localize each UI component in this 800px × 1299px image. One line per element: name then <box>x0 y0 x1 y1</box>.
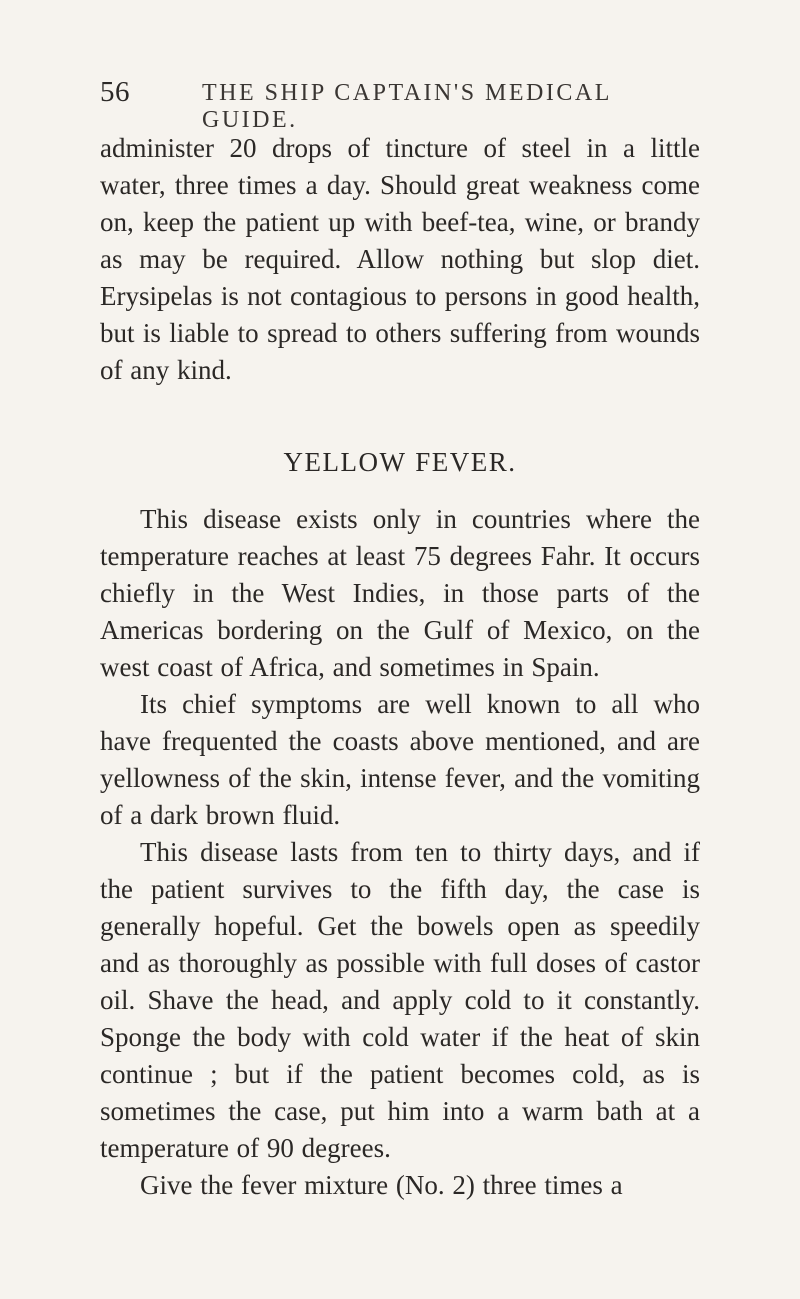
paragraph: Give the fever mixture (No. 2) three times a <box>140 1170 623 1200</box>
paragraph: Its chief symptoms are well known to all who have frequented the coasts above mentioned, and are yellowness of the skin, intense fever, and the vomiting of a dark brown fluid. <box>100 689 700 830</box>
running-head: THE SHIP CAPTAIN'S MEDICAL GUIDE. <box>202 80 611 133</box>
paragraph: This disease lasts from ten to thirty days, and if the patient survives to the fifth day, the case is generally hopeful. Get the bowels open as speedily and as thoroughly as possible with full doses of castor oil. Shave the head, and apply cold to it constantly. Sponge the body with cold water if the heat of skin continue ; but if the patient becomes cold, as is sometimes the case, put him into a warm bath at a temperature of 90 degrees. <box>100 837 700 1163</box>
page-body <box>100 130 700 1204</box>
section-heading: YELLOW FEVER. <box>283 447 517 477</box>
page-header <box>100 76 700 133</box>
paragraph: This disease exists only in countries where the temperature reaches at least 75 degrees Fahr. It occurs chiefly in the West Indies, in those parts of the Americas bordering on the Gulf of Mexico, on the west coast of Africa, and sometimes in Spain. <box>100 504 700 682</box>
page-number: 56 <box>100 76 130 108</box>
paragraph-continued: administer 20 drops of tincture of steel in a little water, three times a day. Should great weakness come on, keep the patient up with beef-tea, wine, or brandy as may be required. Allow nothing but slop diet. Erysipelas is not contagious to persons in good health, but is liable to spread to others suffering from wounds of any kind. <box>100 133 700 385</box>
